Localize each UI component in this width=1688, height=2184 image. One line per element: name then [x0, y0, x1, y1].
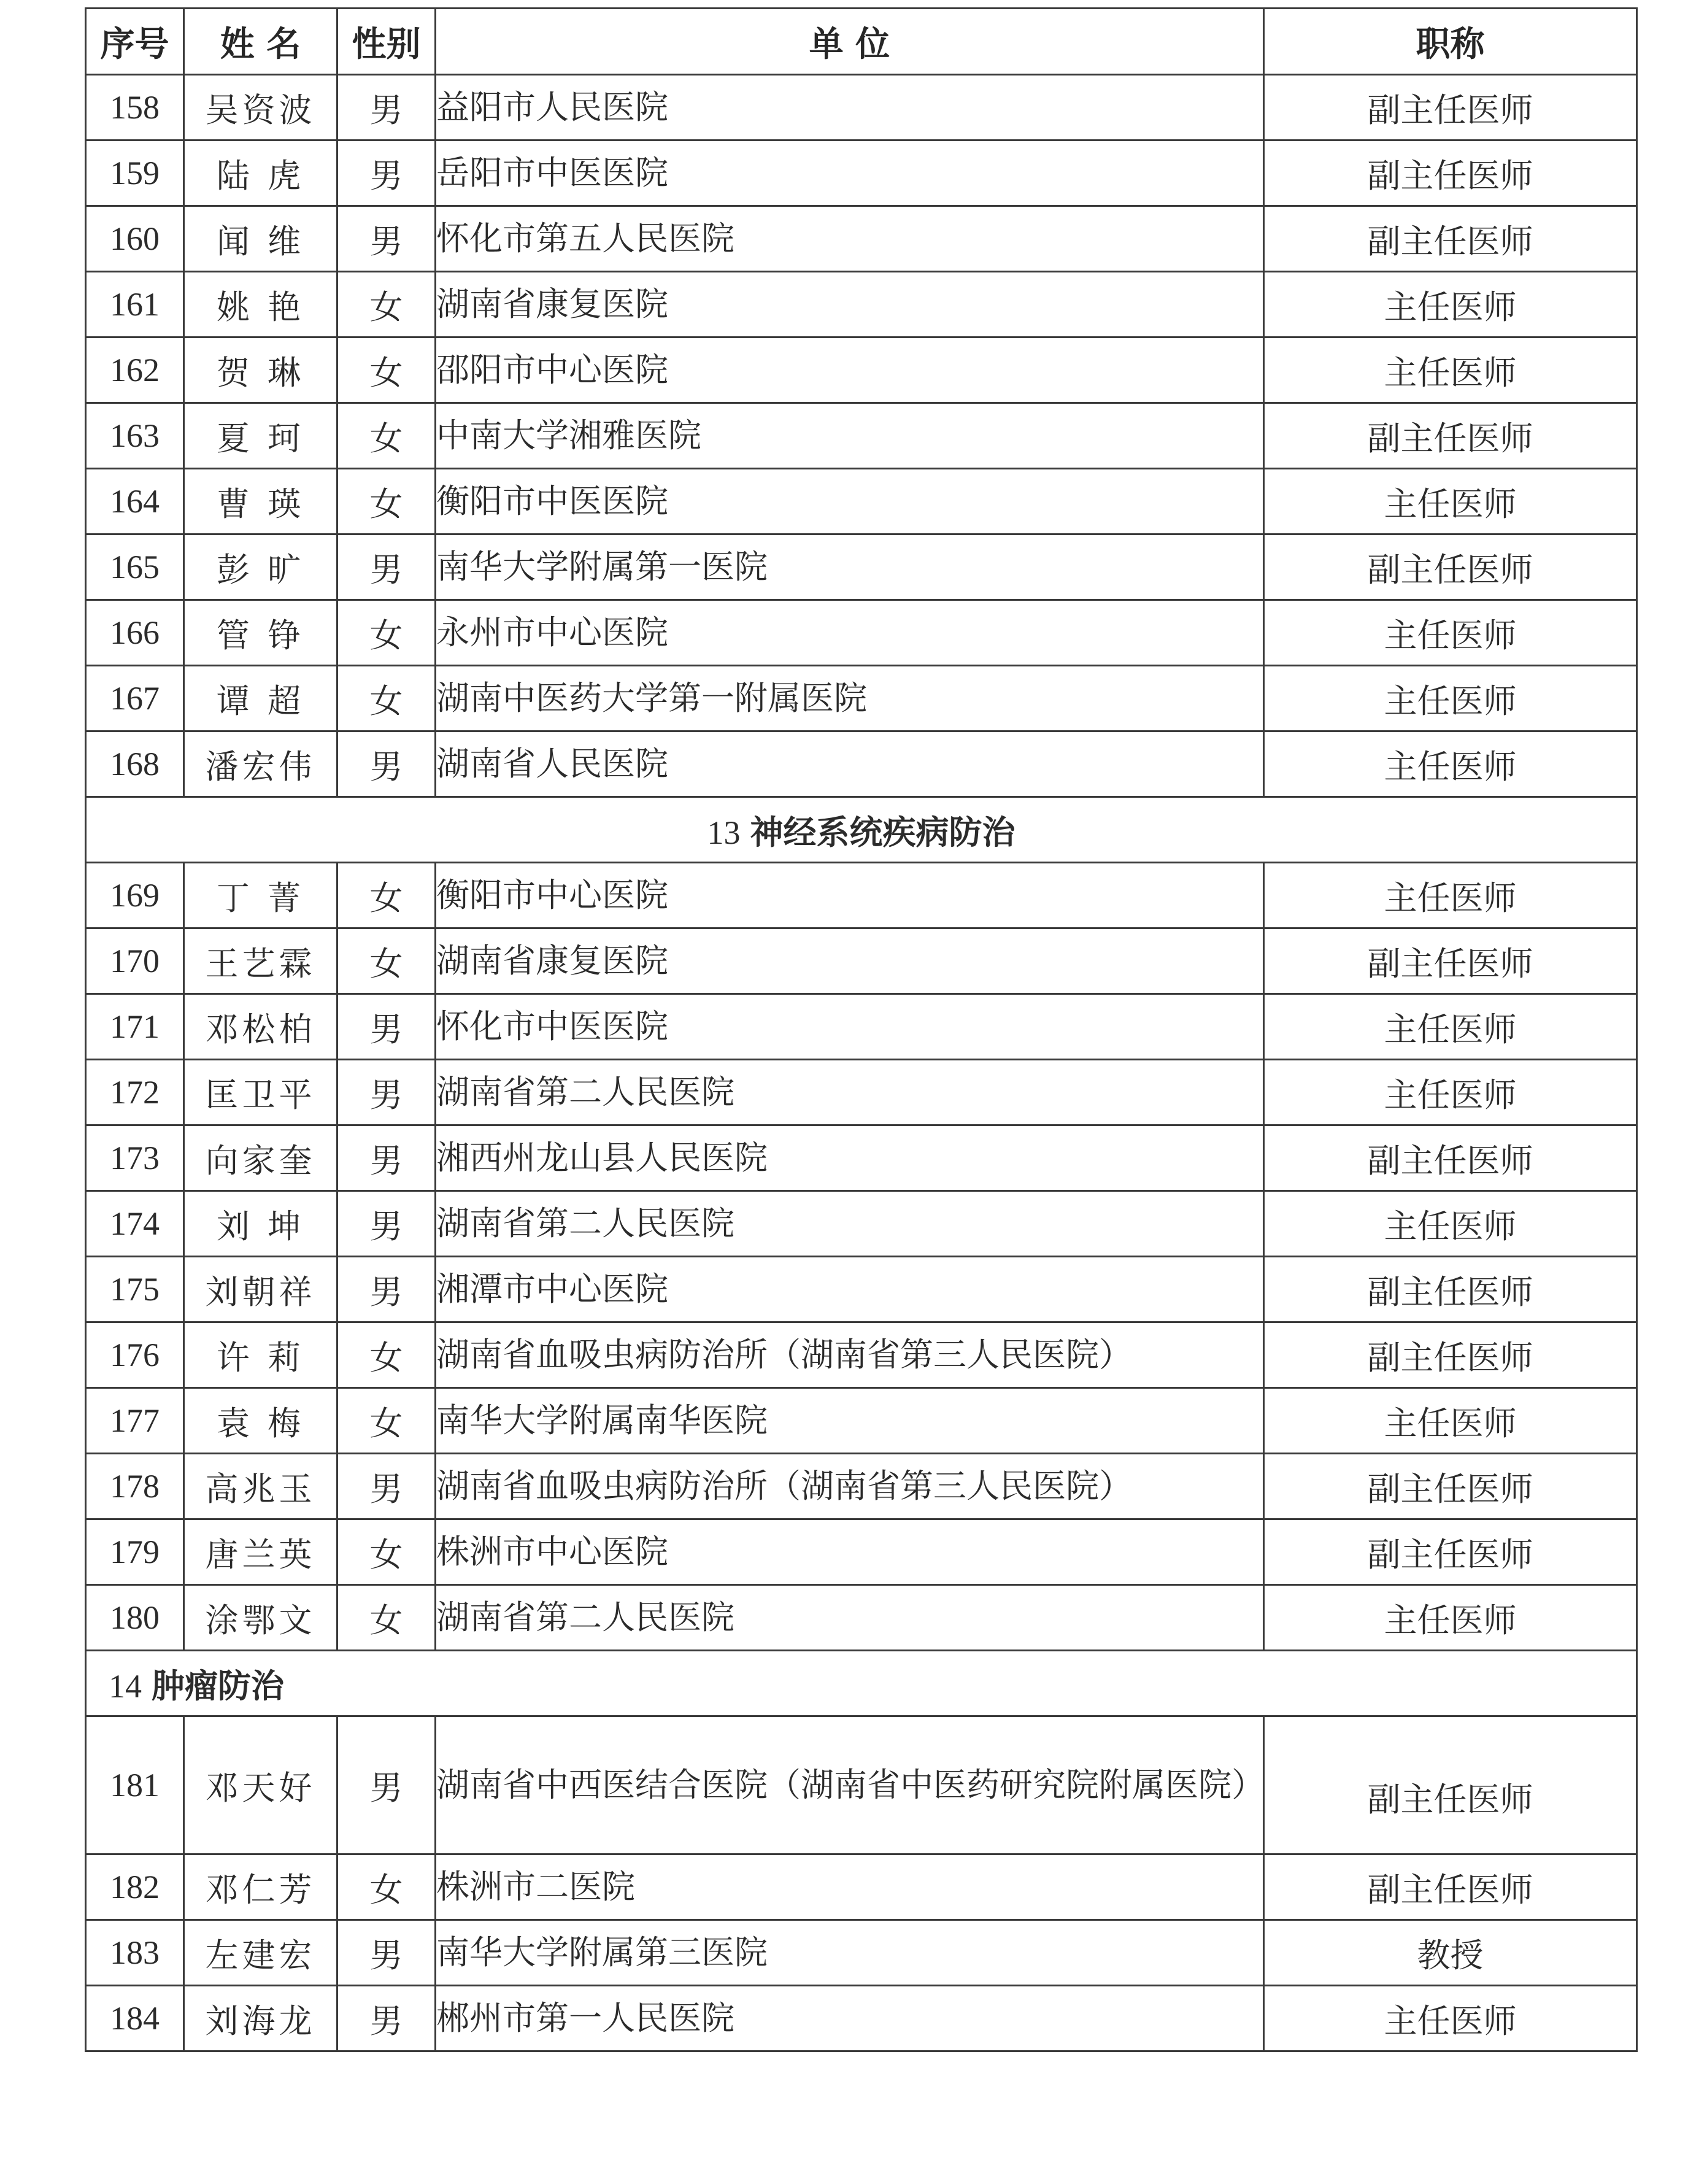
cell-number: 161	[86, 272, 184, 338]
table-row	[86, 731, 1637, 797]
table-row	[86, 863, 1637, 928]
cell-gender: 男	[337, 1257, 436, 1322]
cell-number: 169	[86, 863, 184, 928]
section-13-group	[86, 797, 1637, 863]
cell-unit: 湖南中医药大学第一附属医院	[436, 666, 1264, 731]
header-row	[86, 9, 1637, 75]
cell-number: 174	[86, 1191, 184, 1257]
cell-name: 潘宏伟	[184, 731, 337, 797]
cell-name: 吴资波	[184, 75, 337, 141]
cell-number: 180	[86, 1585, 184, 1651]
cell-unit: 湖南省人民医院	[436, 731, 1264, 797]
cell-name: 闻 维	[184, 206, 337, 272]
cell-title: 主任医师	[1264, 600, 1637, 666]
table-row	[86, 1060, 1637, 1125]
cell-name: 谭 超	[184, 666, 337, 731]
cell-title: 主任医师	[1264, 1986, 1637, 2051]
table-row	[86, 1854, 1637, 1920]
cell-title: 主任医师	[1264, 731, 1637, 797]
cell-number: 162	[86, 338, 184, 403]
table-body-part-1	[86, 75, 1637, 797]
section-heading	[86, 1651, 1637, 1716]
header-title: 职称	[1264, 9, 1637, 75]
section-14-group	[86, 1651, 1637, 1716]
cell-gender: 女	[337, 600, 436, 666]
cell-gender: 男	[337, 75, 436, 141]
cell-title: 副主任医师	[1264, 206, 1637, 272]
cell-number: 184	[86, 1986, 184, 2051]
cell-gender: 女	[337, 469, 436, 534]
cell-unit: 中南大学湘雅医院	[436, 403, 1264, 469]
header-unit: 单 位	[436, 9, 1264, 75]
table-row	[86, 1716, 1637, 1854]
cell-number: 159	[86, 141, 184, 206]
table-body-part-2	[86, 863, 1637, 1651]
cell-unit: 湖南省第二人民医院	[436, 1585, 1264, 1651]
cell-number: 179	[86, 1519, 184, 1585]
table-row	[86, 1585, 1637, 1651]
cell-number: 163	[86, 403, 184, 469]
cell-unit: 湖南省康复医院	[436, 928, 1264, 994]
cell-number: 176	[86, 1322, 184, 1388]
cell-unit: 湘西州龙山县人民医院	[436, 1125, 1264, 1191]
cell-gender: 男	[337, 534, 436, 600]
table-row	[86, 272, 1637, 338]
header-name: 姓 名	[184, 9, 337, 75]
cell-title: 副主任医师	[1264, 1125, 1637, 1191]
cell-gender: 女	[337, 1322, 436, 1388]
cell-number: 172	[86, 1060, 184, 1125]
cell-name: 邓仁芳	[184, 1854, 337, 1920]
table-row	[86, 338, 1637, 403]
cell-number: 166	[86, 600, 184, 666]
cell-gender: 男	[337, 1716, 436, 1854]
section-label: 神经系统疾病防治	[750, 812, 1015, 852]
section-heading	[86, 797, 1637, 863]
cell-title: 副主任医师	[1264, 1454, 1637, 1519]
cell-name: 刘海龙	[184, 1986, 337, 2051]
cell-unit: 岳阳市中医医院	[436, 141, 1264, 206]
table-row	[86, 469, 1637, 534]
cell-name: 向家奎	[184, 1125, 337, 1191]
table-row	[86, 994, 1637, 1060]
cell-name: 涂鄂文	[184, 1585, 337, 1651]
cell-unit: 郴州市第一人民医院	[436, 1986, 1264, 2051]
section-label: 肿瘤防治	[152, 1666, 284, 1705]
header-no: 序号	[86, 9, 184, 75]
cell-title: 主任医师	[1264, 338, 1637, 403]
cell-number: 177	[86, 1388, 184, 1454]
cell-unit: 衡阳市中医医院	[436, 469, 1264, 534]
cell-unit: 怀化市中医医院	[436, 994, 1264, 1060]
cell-title: 主任医师	[1264, 1585, 1637, 1651]
cell-unit: 湖南省第二人民医院	[436, 1060, 1264, 1125]
document-page	[85, 7, 1636, 2052]
cell-number: 170	[86, 928, 184, 994]
table-row	[86, 600, 1637, 666]
cell-gender: 女	[337, 928, 436, 994]
cell-name: 夏 珂	[184, 403, 337, 469]
cell-unit: 株洲市二医院	[436, 1854, 1264, 1920]
cell-gender: 男	[337, 206, 436, 272]
cell-number: 183	[86, 1920, 184, 1986]
section-row-13	[86, 797, 1637, 863]
table-row	[86, 928, 1637, 994]
cell-gender: 女	[337, 1854, 436, 1920]
cell-name: 左建宏	[184, 1920, 337, 1986]
cell-gender: 女	[337, 272, 436, 338]
table-row	[86, 534, 1637, 600]
cell-name: 丁 菁	[184, 863, 337, 928]
table-row	[86, 1125, 1637, 1191]
cell-unit: 湖南省第二人民医院	[436, 1191, 1264, 1257]
cell-name: 贺 琳	[184, 338, 337, 403]
cell-number: 175	[86, 1257, 184, 1322]
cell-gender: 男	[337, 1191, 436, 1257]
cell-unit: 邵阳市中心医院	[436, 338, 1264, 403]
table-row	[86, 141, 1637, 206]
table-row	[86, 206, 1637, 272]
table-row	[86, 1454, 1637, 1519]
cell-name: 许 莉	[184, 1322, 337, 1388]
cell-number: 160	[86, 206, 184, 272]
cell-title: 主任医师	[1264, 994, 1637, 1060]
cell-title: 副主任医师	[1264, 534, 1637, 600]
cell-name: 陆 虎	[184, 141, 337, 206]
table-row	[86, 666, 1637, 731]
cell-number: 181	[86, 1716, 184, 1854]
cell-title: 主任医师	[1264, 272, 1637, 338]
cell-gender: 男	[337, 994, 436, 1060]
cell-title: 主任医师	[1264, 1388, 1637, 1454]
section-number: 14	[109, 1667, 142, 1705]
cell-title: 副主任医师	[1264, 1519, 1637, 1585]
cell-number: 165	[86, 534, 184, 600]
cell-gender: 女	[337, 1585, 436, 1651]
cell-title: 主任医师	[1264, 1060, 1637, 1125]
cell-title: 教授	[1264, 1920, 1637, 1986]
table-row	[86, 75, 1637, 141]
cell-name: 刘朝祥	[184, 1257, 337, 1322]
cell-gender: 女	[337, 666, 436, 731]
header-gender: 性别	[337, 9, 436, 75]
cell-number: 182	[86, 1854, 184, 1920]
cell-unit: 湘潭市中心医院	[436, 1257, 1264, 1322]
cell-unit: 南华大学附属第三医院	[436, 1920, 1264, 1986]
cell-title: 副主任医师	[1264, 928, 1637, 994]
table-row	[86, 1920, 1637, 1986]
cell-title: 副主任医师	[1264, 1854, 1637, 1920]
section-number: 13	[707, 814, 741, 851]
cell-name: 邓天好	[184, 1716, 337, 1854]
cell-number: 164	[86, 469, 184, 534]
cell-gender: 女	[337, 403, 436, 469]
table-body-part-3	[86, 1716, 1637, 2051]
cell-title: 主任医师	[1264, 863, 1637, 928]
table-row	[86, 1322, 1637, 1388]
cell-title: 副主任医师	[1264, 141, 1637, 206]
cell-gender: 女	[337, 863, 436, 928]
table-row	[86, 1986, 1637, 2051]
cell-title: 副主任医师	[1264, 1257, 1637, 1322]
cell-unit: 衡阳市中心医院	[436, 863, 1264, 928]
cell-name: 高兆玉	[184, 1454, 337, 1519]
cell-title: 副主任医师	[1264, 75, 1637, 141]
cell-gender: 男	[337, 1125, 436, 1191]
cell-unit: 株洲市中心医院	[436, 1519, 1264, 1585]
cell-number: 167	[86, 666, 184, 731]
cell-number: 158	[86, 75, 184, 141]
cell-unit: 南华大学附属第一医院	[436, 534, 1264, 600]
cell-unit: 湖南省康复医院	[436, 272, 1264, 338]
cell-gender: 男	[337, 1060, 436, 1125]
cell-unit: 南华大学附属南华医院	[436, 1388, 1264, 1454]
cell-gender: 男	[337, 1986, 436, 2051]
cell-name: 袁 梅	[184, 1388, 337, 1454]
cell-unit: 湖南省血吸虫病防治所（湖南省第三人民医院）	[436, 1322, 1264, 1388]
cell-unit: 湖南省血吸虫病防治所（湖南省第三人民医院）	[436, 1454, 1264, 1519]
cell-gender: 男	[337, 1920, 436, 1986]
cell-gender: 女	[337, 1519, 436, 1585]
cell-unit: 益阳市人民医院	[436, 75, 1264, 141]
table-row	[86, 403, 1637, 469]
cell-gender: 女	[337, 338, 436, 403]
cell-number: 173	[86, 1125, 184, 1191]
cell-name: 匡卫平	[184, 1060, 337, 1125]
section-row-14	[86, 1651, 1637, 1716]
cell-gender: 男	[337, 731, 436, 797]
cell-name: 姚 艳	[184, 272, 337, 338]
cell-name: 唐兰英	[184, 1519, 337, 1585]
cell-name: 邓松柏	[184, 994, 337, 1060]
table-row	[86, 1257, 1637, 1322]
cell-gender: 女	[337, 1388, 436, 1454]
cell-title: 主任医师	[1264, 666, 1637, 731]
cell-name: 彭 旷	[184, 534, 337, 600]
cell-gender: 男	[337, 1454, 436, 1519]
table-row	[86, 1388, 1637, 1454]
cell-gender: 男	[337, 141, 436, 206]
cell-title: 主任医师	[1264, 469, 1637, 534]
cell-number: 178	[86, 1454, 184, 1519]
table-row	[86, 1519, 1637, 1585]
cell-number: 168	[86, 731, 184, 797]
table-row	[86, 1191, 1637, 1257]
cell-name: 管 铮	[184, 600, 337, 666]
cell-name: 曹 瑛	[184, 469, 337, 534]
cell-name: 刘 坤	[184, 1191, 337, 1257]
cell-title: 副主任医师	[1264, 1716, 1637, 1854]
cell-number: 171	[86, 994, 184, 1060]
cell-unit: 湖南省中西医结合医院（湖南省中医药研究院附属医院）	[436, 1716, 1264, 1854]
cell-unit: 永州市中心医院	[436, 600, 1264, 666]
cell-title: 副主任医师	[1264, 403, 1637, 469]
cell-title: 副主任医师	[1264, 1322, 1637, 1388]
roster-table	[85, 7, 1638, 2052]
cell-unit: 怀化市第五人民医院	[436, 206, 1264, 272]
cell-name: 王艺霖	[184, 928, 337, 994]
cell-title: 主任医师	[1264, 1191, 1637, 1257]
